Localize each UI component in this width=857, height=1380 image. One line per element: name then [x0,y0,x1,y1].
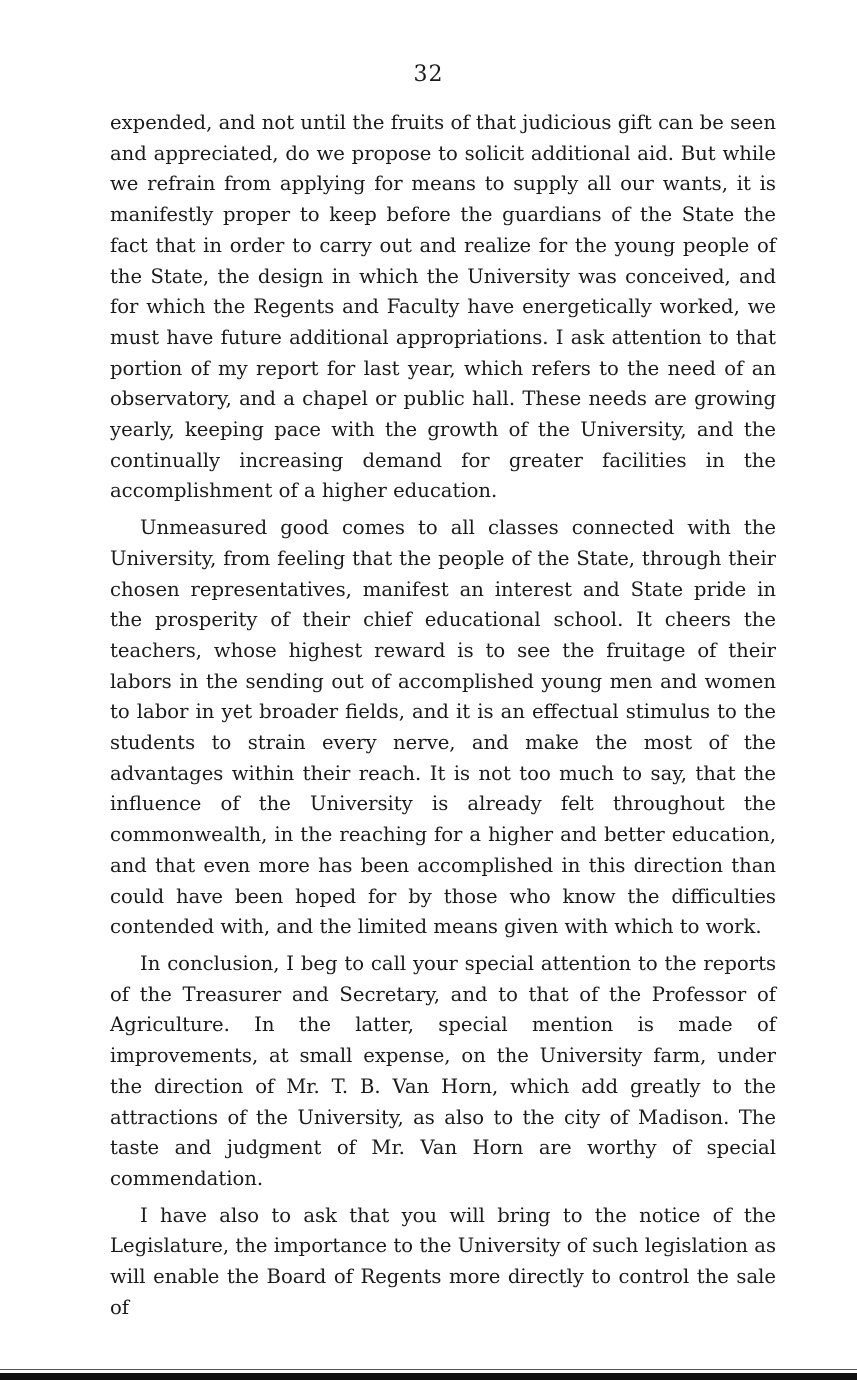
paragraph-conclusion: In conclusion, I beg to call your special attention to the reports of the Treasurer and Secretary, and to that of the Professor of Agriculture. In the latter, special mention is made of improvements, at small expense, on the University farm, under the direction of Mr. T. B. Van Horn, which add greatly to the attractions of the University, as also to the city of Madison. The taste and judgment of Mr. Van Horn are worthy of special commendation. [110,951,776,1190]
page-number: 32 [413,62,444,87]
body-text [110,108,776,1323]
paragraph-continued: expended, and not until the fruits of that judicious gift can be seen and appreciated, do we propose to solicit additional aid. But while we refrain from applying for means to supply all our wants, it is manifestly proper to keep before the guardians of the State the fact that in order to carry out and realize for the young people of the State, the design in which the University was conceived, and for which the Regents and Faculty have energetically worked, we must have future additional appropriations. I ask attention to that portion of my report for last year, which refers to the need of an observatory, and a chapel or public hall. These needs are growing yearly, keeping pace with the growth of the University, and the continually increasing demand for greater facilities in the accomplishment of a higher education. [110,111,776,503]
paragraph-unmeasured-good: Unmeasured good comes to all classes connected with the University, from feeling that the people of the State, through their chosen representatives, manifest an interest and State pride in the prosperity of their chief educational school. It cheers the teachers, whose highest reward is to see the fruitage of their labors in the sending out of accomplished young men and women to labor in yet broader fields, and it is an effectual stimulus to the students to strain every nerve, and make the most of the advantages within their reach. It is not too much to say, that the influence of the University is already felt throughout the commonwealth, in the reaching for a higher and better education, and that even more has been accomplished in this direction than could have been hoped for by those who know the difficulties contended with, and the limited means given with which to work. [110,516,776,939]
page-edge-line [0,1369,857,1370]
page-bottom-border [0,1373,857,1380]
paragraph-legislation: I have also to ask that you will bring to the notice of the Legislature, the importance to the University of such legislation as will enable the Board of Regents more directly to control the sale of [110,1203,776,1319]
